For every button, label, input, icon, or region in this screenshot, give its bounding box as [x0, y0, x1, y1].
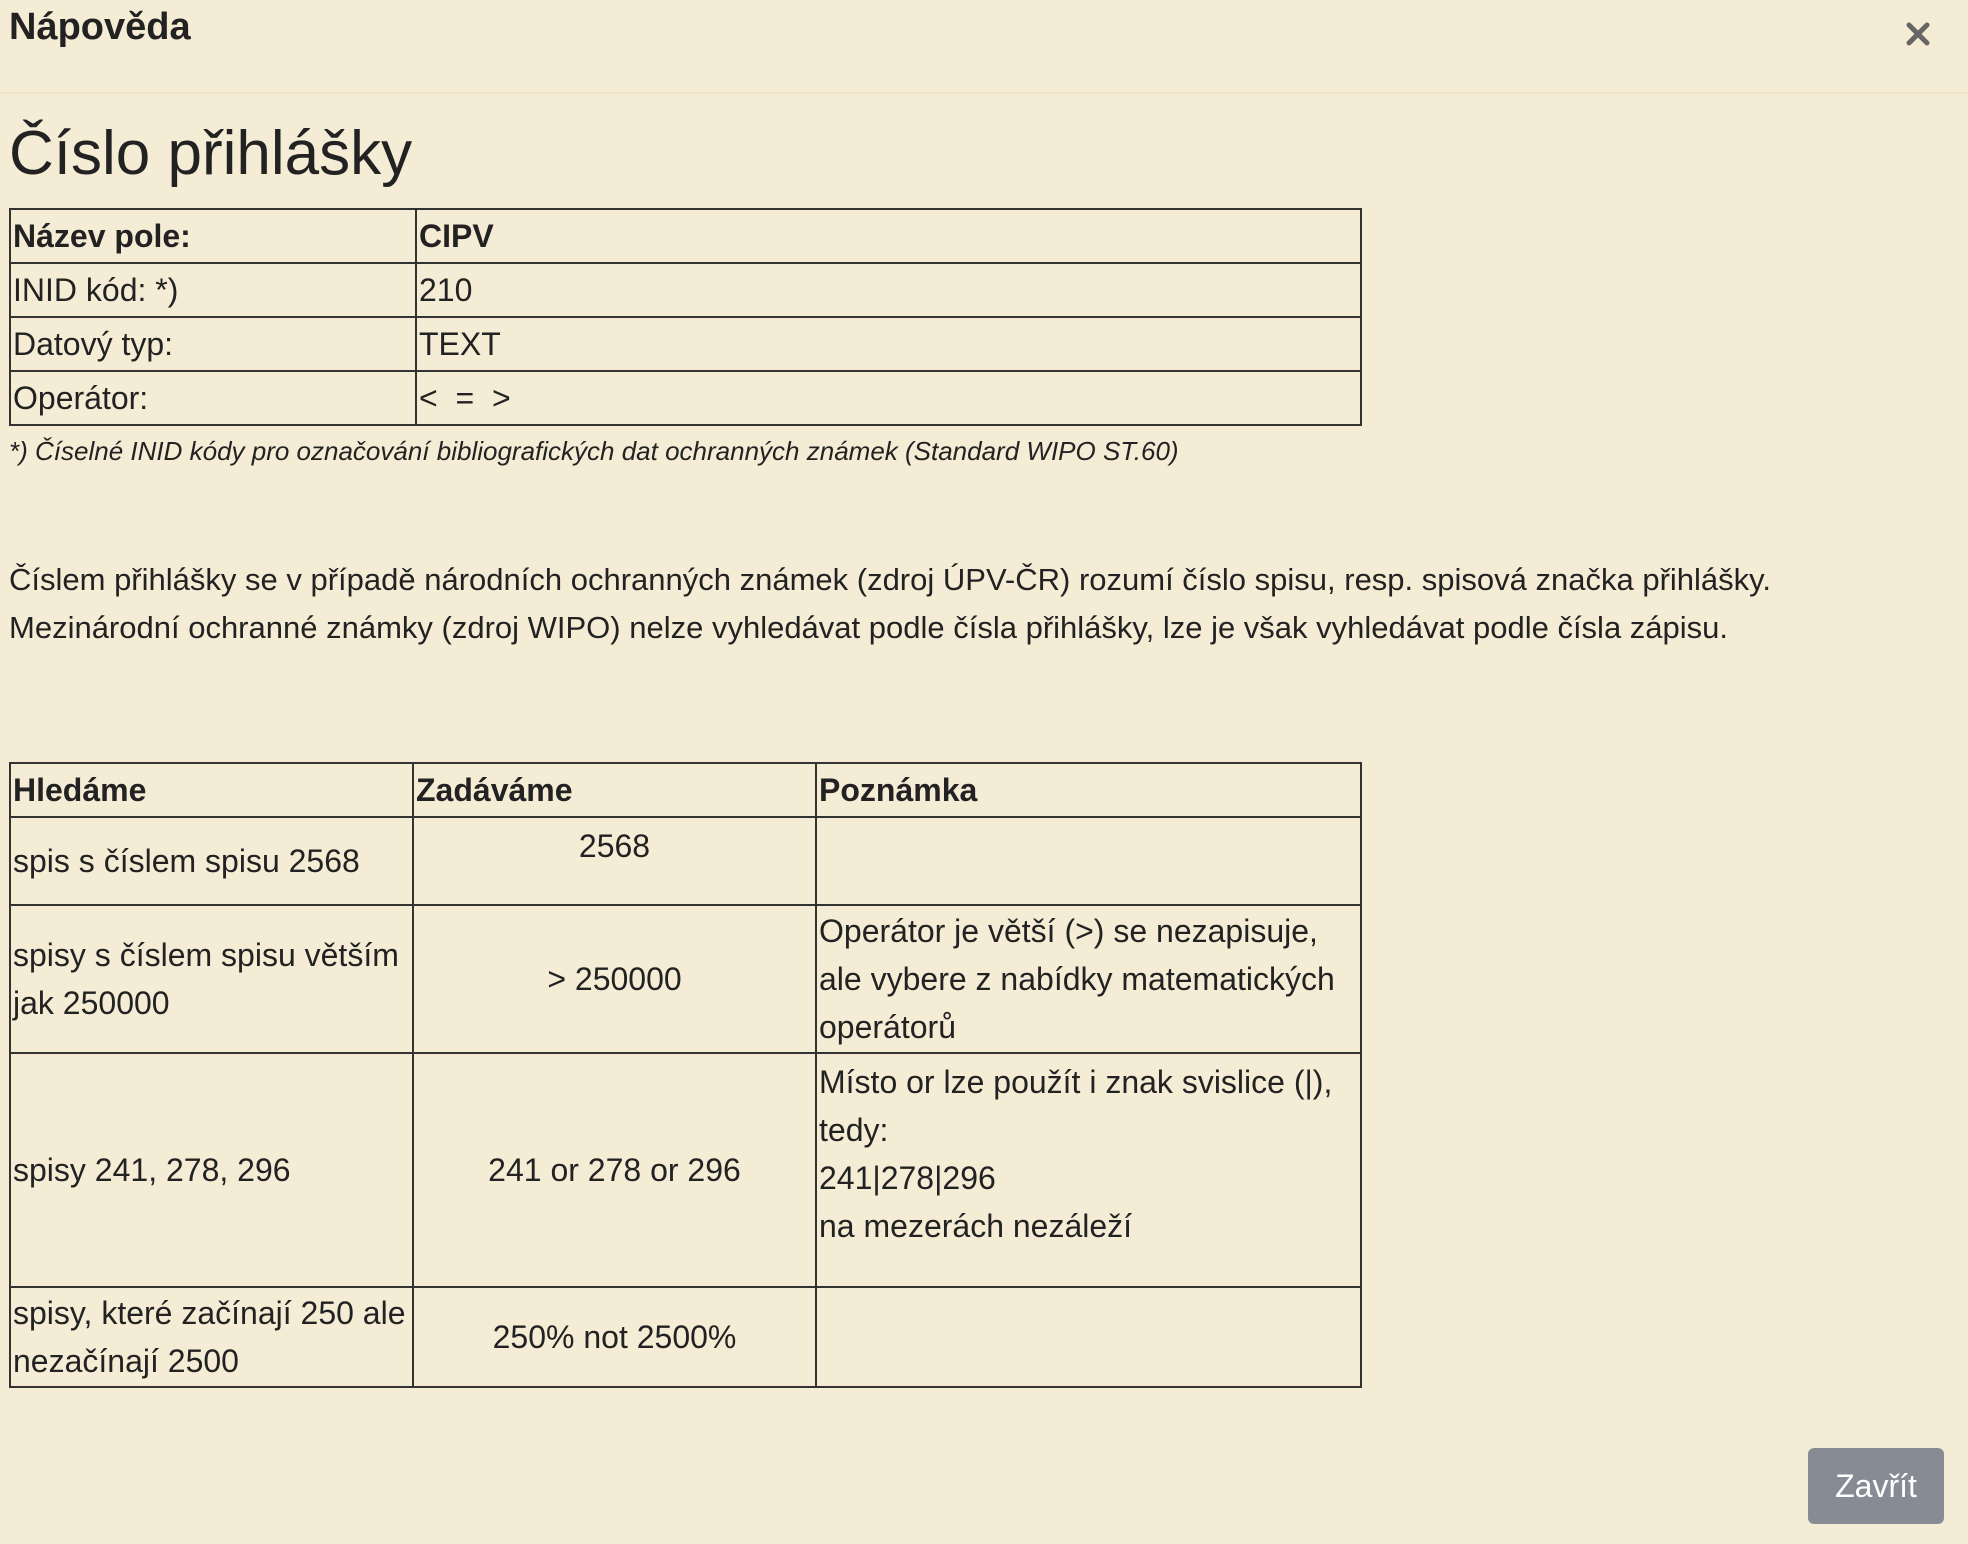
input-cell: 241 or 278 or 296	[413, 1053, 816, 1287]
close-button[interactable]: Zavřít	[1808, 1448, 1944, 1524]
search-cell: spisy 241, 278, 296	[10, 1053, 413, 1287]
close-icon[interactable]	[1898, 14, 1938, 54]
inid-value: 210	[416, 263, 1361, 317]
note-line: na mezerách nezáleží	[819, 1208, 1133, 1244]
description	[9, 556, 1771, 652]
input-cell: > 250000	[413, 905, 816, 1053]
input-cell: 250% not 2500%	[413, 1287, 816, 1387]
table-row	[10, 1053, 1361, 1287]
search-cell: spisy, které začínají 250 ale nezačínají 2500	[10, 1287, 413, 1387]
note-line: operátorů	[819, 1009, 956, 1045]
inid-footnote: *) Číselné INID kódy pro označování bibliografických dat ochranných známek (Standard WIPO ST.60)	[9, 436, 1179, 466]
table-row	[10, 905, 1361, 1053]
note-line: tedy:	[819, 1112, 889, 1148]
description-line: Číslem přihlášky se v případě národních ochranných známek (zdroj ÚPV-ČR) rozumí číslo spisu, resp. spisová značka přihlášky.	[9, 562, 1771, 597]
input-cell: 2568	[413, 817, 816, 905]
search-cell: spisy s číslem spisu větším jak 250000	[10, 905, 413, 1053]
field-name-value: CIPV	[416, 209, 1361, 263]
column-header-search: Hledáme	[10, 763, 413, 817]
note-cell	[816, 905, 1361, 1053]
operator-label: Operátor:	[10, 371, 416, 425]
inid-label: INID kód: *)	[10, 263, 416, 317]
table-row	[10, 317, 1361, 371]
table-row	[10, 263, 1361, 317]
note-cell	[816, 1287, 1361, 1387]
table-row	[10, 817, 1361, 905]
search-cell: spis s číslem spisu 2568	[10, 817, 413, 905]
page-title: Číslo přihlášky	[9, 119, 413, 188]
data-type-value: TEXT	[416, 317, 1361, 371]
modal-header	[0, 0, 1968, 94]
table-header-row	[10, 763, 1361, 817]
data-type-label: Datový typ:	[10, 317, 416, 371]
modal-title: Nápověda	[9, 6, 191, 48]
table-row	[10, 371, 1361, 425]
examples-table	[9, 762, 1362, 1388]
table-row	[10, 209, 1361, 263]
operator-value: < = >	[416, 371, 1361, 425]
field-name-label: Název pole:	[10, 209, 416, 263]
column-header-input: Zadáváme	[413, 763, 816, 817]
note-line: Místo or lze použít i znak svislice (|),	[819, 1064, 1333, 1100]
field-info-table	[9, 208, 1362, 426]
note-line: 241|278|296	[819, 1160, 996, 1196]
note-line: ale vybere z nabídky matematických	[819, 961, 1335, 997]
table-row	[10, 1287, 1361, 1387]
note-cell	[816, 1053, 1361, 1287]
column-header-note: Poznámka	[816, 763, 1361, 817]
description-line: Mezinárodní ochranné známky (zdroj WIPO) nelze vyhledávat podle čísla přihlášky, lze je však vyhledávat podle čísla zápisu.	[9, 610, 1729, 645]
note-cell	[816, 817, 1361, 905]
note-line: Operátor je větší (>) se nezapisuje,	[819, 913, 1318, 949]
